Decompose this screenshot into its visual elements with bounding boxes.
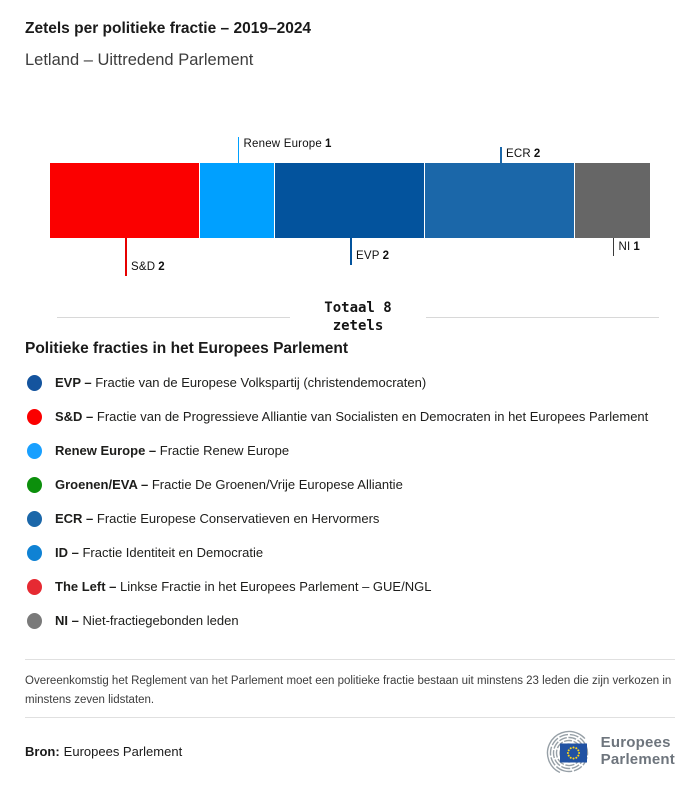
- bar-label-group: NI: [618, 241, 631, 253]
- legend-group-name: Groenen/EVA –: [55, 477, 149, 492]
- footnote: Overeenkomstig het Reglement van het Parlement moet een politieke fractie bestaan uit minstens 23 leden die zijn verkozen in minstens zeven lidstaten.: [25, 659, 675, 718]
- legend-list: [25, 373, 675, 630]
- legend-label: ECR – Fractie Europese Conservatieven en Hervormers: [55, 511, 380, 526]
- legend-group-name: ID –: [55, 545, 79, 560]
- source-value: Europees Parlement: [63, 743, 183, 759]
- legend-item-s-d: [25, 407, 675, 426]
- legend-dot: [27, 409, 42, 425]
- bar-label-seats: 2: [158, 261, 165, 273]
- bar-label-evp: [356, 250, 389, 262]
- legend-item-ni: [25, 611, 675, 630]
- legend-item-id: [25, 543, 675, 562]
- page-subtitle: Letland – Uittredend Parlement: [25, 51, 254, 69]
- bottom-row: [25, 726, 675, 776]
- total-right-rule: [426, 317, 659, 318]
- legend-dot: [27, 613, 42, 629]
- eu-flag: [560, 744, 587, 763]
- european-parliament-logo: [529, 726, 675, 776]
- total-seats-line2: zetels: [332, 318, 384, 334]
- callout-line-evp: [350, 238, 352, 265]
- total-left-rule: [57, 317, 290, 318]
- seats-bar: [50, 163, 650, 238]
- total-seats-row: [25, 299, 675, 335]
- callout-line-ecr: [500, 147, 502, 163]
- logo-text: [601, 734, 675, 768]
- bar-label-seats: 1: [324, 138, 332, 150]
- legend-label: NI – Niet-fractiegebonden leden: [55, 613, 239, 628]
- legend-label: Renew Europe – Fractie Renew Europe: [55, 443, 290, 458]
- bar-label-renew-europe: [244, 138, 332, 150]
- bar-label-group: S&D: [131, 261, 156, 273]
- callout-line-s-d: [125, 238, 127, 276]
- bar-label-ni: [619, 241, 641, 253]
- legend-item-evp: [25, 373, 675, 392]
- bar-label-group: ECR: [506, 148, 531, 160]
- total-seats-line1: Totaal 8: [324, 300, 392, 316]
- legend-group-name: ECR –: [55, 511, 94, 526]
- page-title: Zetels per politieke fractie – 2019–2024: [25, 20, 312, 37]
- legend-group-name: S&D –: [55, 409, 94, 424]
- legend-dot: [27, 443, 42, 459]
- source-label: Bron:: [25, 743, 60, 759]
- callout-line-renew-europe: [238, 137, 240, 163]
- bar-label-ecr: [506, 148, 541, 160]
- legend-group-name: EVP –: [55, 375, 92, 390]
- legend-heading: Politieke fracties in het Europees Parlement: [25, 340, 349, 357]
- bar-segment-ni[interactable]: [575, 163, 650, 238]
- legend-dot: [27, 579, 42, 595]
- legend-label: The Left – Linkse Fractie in het Europees Parlement – GUE/NGL: [55, 579, 432, 594]
- bar-label-seats: 2: [382, 250, 390, 262]
- legend-group-name: NI –: [55, 613, 79, 628]
- bar-label-group: Renew Europe: [243, 138, 322, 150]
- logo-text-line1: Europees: [600, 734, 671, 751]
- bar-segment-s-d[interactable]: [50, 163, 200, 238]
- legend-dot: [27, 545, 42, 561]
- callout-line-ni: [613, 238, 615, 256]
- legend-dot: [27, 375, 42, 391]
- legend-dot: [27, 511, 42, 527]
- bar-segment-ecr[interactable]: [425, 163, 575, 238]
- hemicycle-flag-icon: [529, 726, 593, 776]
- legend-label: EVP – Fractie van de Europese Volkspartij (christendemocraten): [55, 375, 427, 390]
- legend-label: S&D – Fractie van de Progressieve Alliantie van Socialisten en Democraten in het Europees Parlement: [55, 409, 649, 424]
- total-seats-label: [290, 299, 425, 335]
- seats-chart: [25, 129, 675, 279]
- bar-label-seats: 1: [633, 241, 641, 253]
- legend-label: ID – Fractie Identiteit en Democratie: [55, 545, 264, 560]
- legend-item-ecr: [25, 509, 675, 528]
- legend-label: Groenen/EVA – Fractie De Groenen/Vrije Europese Alliantie: [55, 477, 403, 492]
- bar-segment-renew-europe[interactable]: [200, 163, 275, 238]
- legend-group-name: Renew Europe –: [55, 443, 157, 458]
- bar-label-seats: 2: [533, 148, 541, 160]
- bar-label-group: EVP: [356, 250, 380, 262]
- legend-item-groenen-eva: [25, 475, 675, 494]
- bar-label-s-d: [131, 261, 165, 273]
- logo-text-line2: Parlement: [600, 751, 675, 768]
- legend-item-renew-europe: [25, 441, 675, 460]
- legend-dot: [27, 477, 42, 493]
- legend-item-the-left: [25, 577, 675, 596]
- bar-segment-evp[interactable]: [275, 163, 425, 238]
- source-line: [25, 744, 182, 759]
- legend-group-name: The Left –: [55, 579, 117, 594]
